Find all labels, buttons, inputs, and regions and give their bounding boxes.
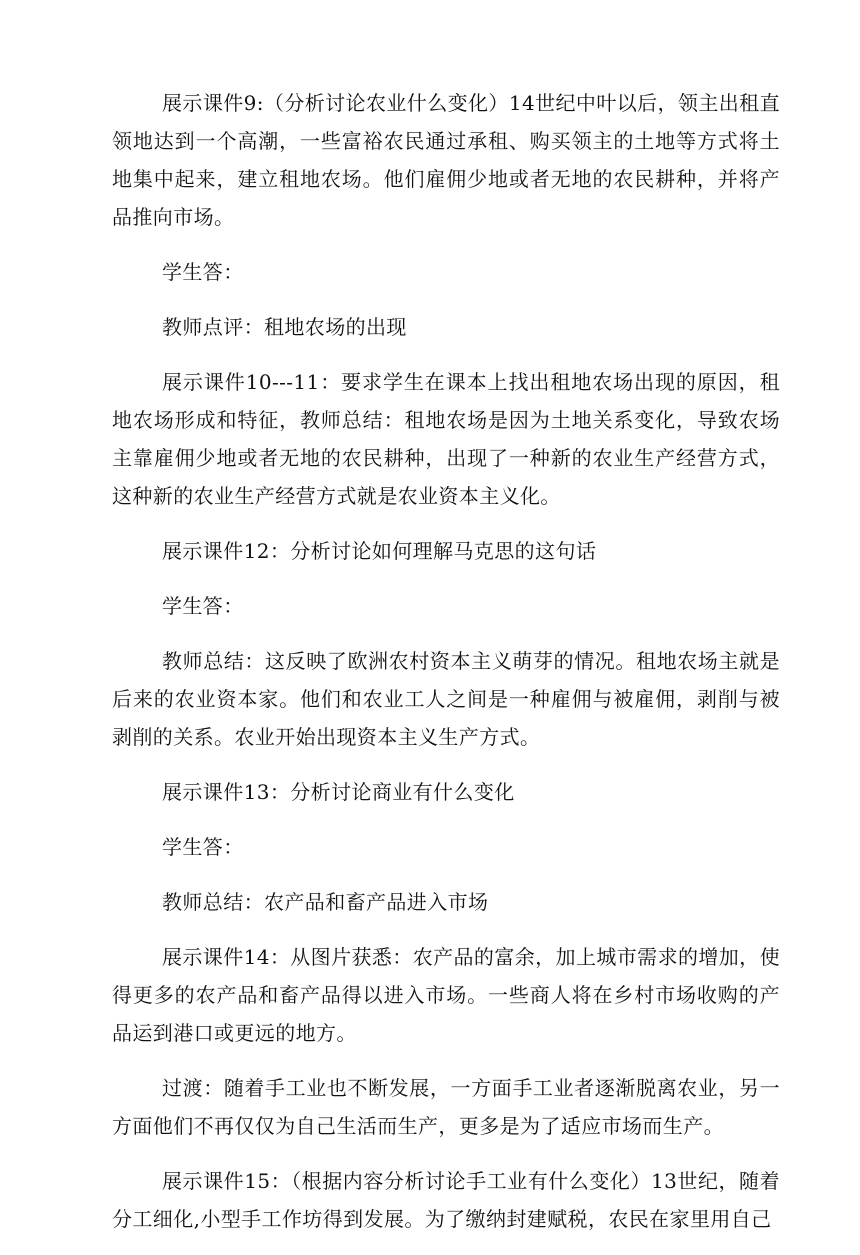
paragraph-transition: 过渡：随着手工业也不断发展，一方面手工业者逐渐脱离农业，另一方面他们不再仅仅为自己生活而生产，更多是为了适应市场而生产。	[112, 1076, 780, 1138]
paragraph-courseware-10-11: 展示课件10---11：要求学生在课本上找出租地农场出现的原因，租地农场形成和特征，教师总结：租地农场是因为土地关系变化，导致农场主靠雇佣少地或者无地的农民耕种，出现了一种新的农业生产经营方式，这种新的农业生产经营方式就是农业资本主义化。	[112, 370, 780, 508]
paragraph-courseware-13: 展示课件13：分析讨论商业有什么变化	[162, 780, 515, 804]
paragraph-student-answer: 学生答：	[162, 835, 244, 859]
paragraph-teacher-comment: 教师点评：租地农场的出现	[162, 315, 407, 339]
paragraph-student-answer: 学生答：	[162, 594, 244, 618]
paragraph-student-answer: 学生答：	[162, 260, 244, 284]
paragraph-courseware-14: 展示课件14：从图片获悉：农产品的富余，加上城市需求的增加，使得更多的农产品和畜产品得以进入市场。一些商人将在乡村市场收购的产品运到港口或更远的地方。	[112, 945, 780, 1045]
paragraph-courseware-12: 展示课件12：分析讨论如何理解马克思的这句话	[162, 539, 597, 563]
paragraph-courseware-9: 展示课件9:（分析讨论农业什么变化）14世纪中叶以后，领主出租直领地达到一个高潮，一些富裕农民通过承租、购买领主的土地等方式将土地集中起来，建立租地农场。他们雇佣少地或者无地的农民耕种，并将产品推向市场。	[112, 91, 780, 229]
paragraph-teacher-summary: 教师总结：农产品和畜产品进入市场	[162, 890, 489, 914]
paragraph-courseware-15: 展示课件15：（根据内容分析讨论手工业有什么变化）13世纪，随着分工细化,小型手工作坊得到发展。为了缴纳封建赋税，农民在家里用自己	[112, 1169, 780, 1231]
paragraph-teacher-summary: 教师总结：这反映了欧洲农村资本主义萌芽的情况。租地农场主就是后来的农业资本家。他们和农业工人之间是一种雇佣与被雇佣，剥削与被剥削的关系。农业开始出现资本主义生产方式。	[112, 649, 780, 749]
document-body	[112, 84, 780, 1255]
